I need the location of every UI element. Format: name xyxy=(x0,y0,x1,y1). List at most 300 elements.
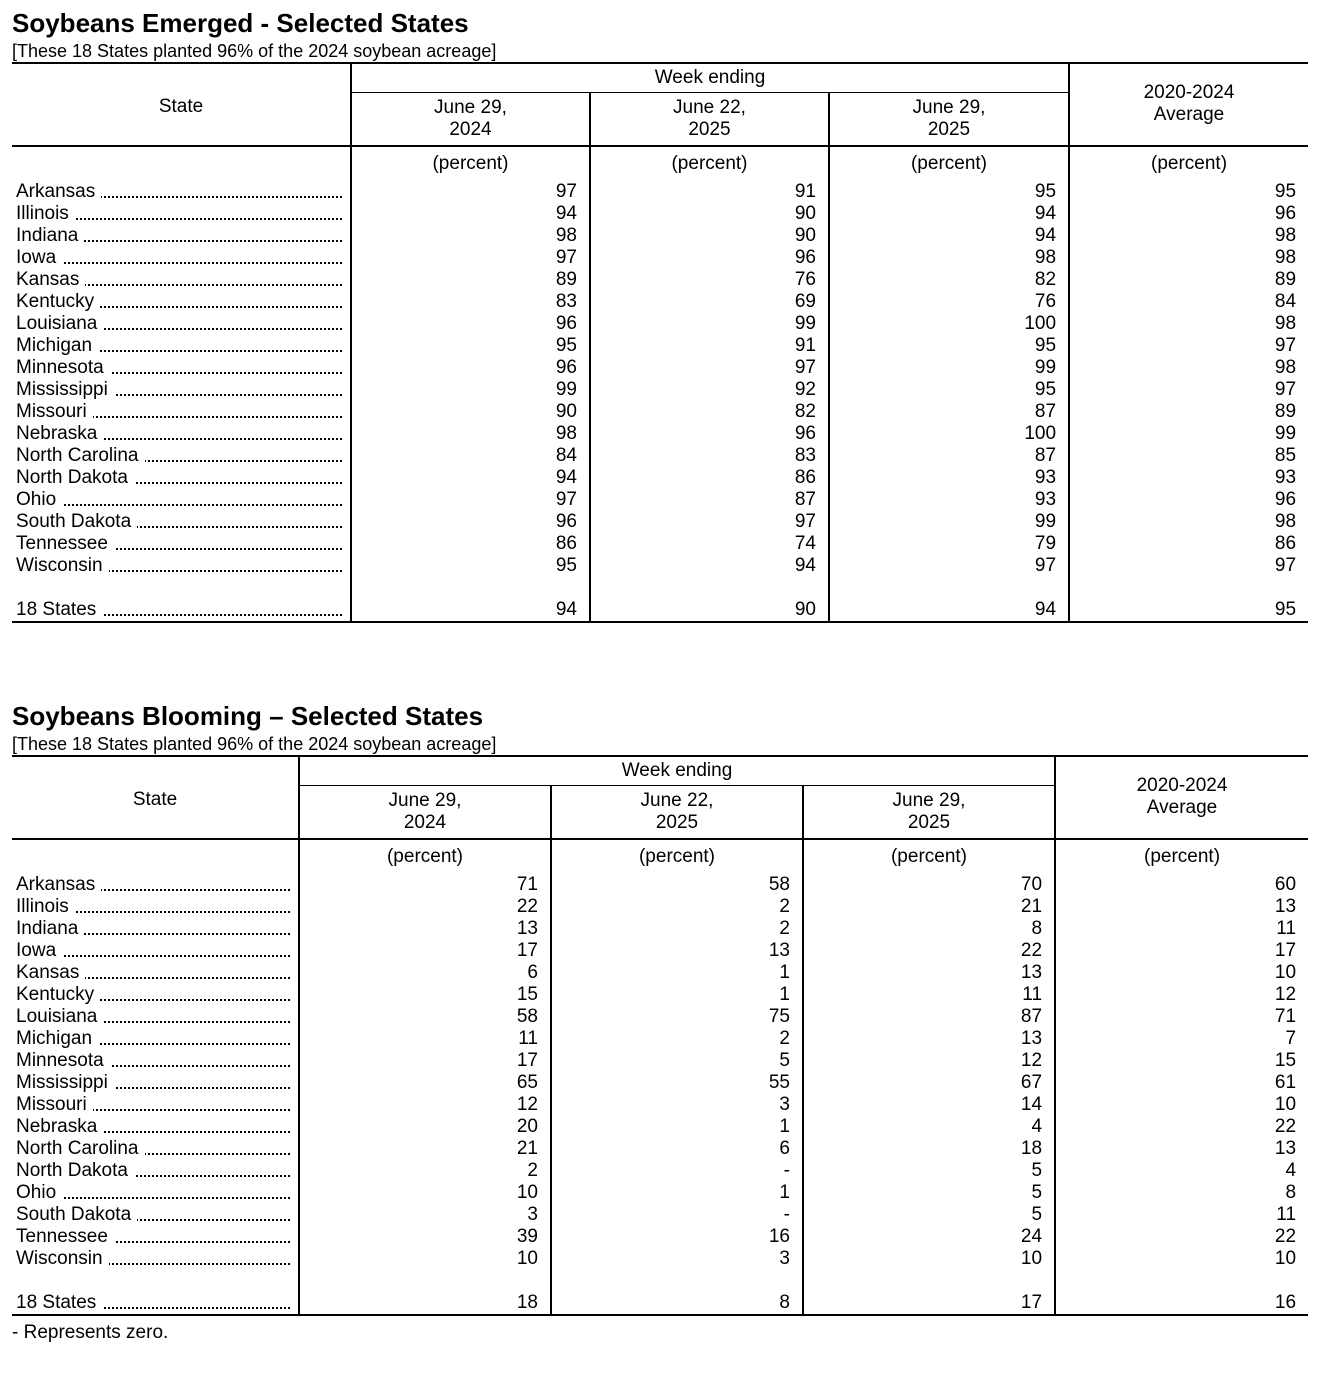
value-cell: 2 xyxy=(551,896,803,918)
value-cell: 22 xyxy=(803,940,1055,962)
value-cell: 91 xyxy=(590,181,829,203)
value-cell: 8 xyxy=(803,918,1055,940)
table-row xyxy=(12,291,1308,313)
emerged-table xyxy=(12,62,1308,623)
value-cell: 87 xyxy=(590,489,829,511)
state-name-cell xyxy=(12,533,351,555)
state-name-cell xyxy=(12,401,351,423)
spacer-row xyxy=(12,1270,1308,1292)
table-row xyxy=(12,984,1308,1006)
value-cell: 96 xyxy=(1069,489,1308,511)
value-cell: 94 xyxy=(351,599,590,622)
value-cell: 12 xyxy=(299,1094,551,1116)
value-cell: 87 xyxy=(803,1006,1055,1028)
state-name: Michigan xyxy=(16,335,98,356)
value-cell: 94 xyxy=(351,203,590,225)
state-name-cell xyxy=(12,1094,299,1116)
date-header-line1: June 22, xyxy=(640,790,714,811)
value-cell: 22 xyxy=(1055,1116,1308,1138)
value-cell: 58 xyxy=(551,874,803,896)
value-cell: 90 xyxy=(590,203,829,225)
value-cell: 95 xyxy=(1069,181,1308,203)
value-cell: 16 xyxy=(1055,1292,1308,1315)
value-cell: 17 xyxy=(299,1050,551,1072)
spacer-cell xyxy=(12,1270,299,1292)
value-cell: 11 xyxy=(1055,1204,1308,1226)
value-cell: 6 xyxy=(299,962,551,984)
date-header-line1: June 29, xyxy=(434,97,507,118)
value-cell: 82 xyxy=(590,401,829,423)
state-name: Indiana xyxy=(16,225,84,246)
table-row xyxy=(12,489,1308,511)
value-cell: 79 xyxy=(829,533,1069,555)
value-cell: 96 xyxy=(590,247,829,269)
value-cell: 98 xyxy=(1069,511,1308,533)
unit-label: (percent) xyxy=(590,146,829,181)
value-cell: 74 xyxy=(590,533,829,555)
value-cell: 1 xyxy=(551,984,803,1006)
table-row xyxy=(12,1050,1308,1072)
state-name-cell xyxy=(12,247,351,269)
value-cell: 24 xyxy=(803,1226,1055,1248)
table-title: Soybeans Emerged - Selected States xyxy=(12,8,469,38)
date-header-line1: June 29, xyxy=(912,97,986,118)
value-cell: 21 xyxy=(299,1138,551,1160)
table-row xyxy=(12,1116,1308,1138)
blooming-table xyxy=(12,755,1308,1316)
value-cell: 21 xyxy=(803,896,1055,918)
date-header-line2: 2025 xyxy=(688,119,731,140)
value-cell: 95 xyxy=(829,379,1069,401)
spacer-row xyxy=(12,577,1308,599)
value-cell: 4 xyxy=(803,1116,1055,1138)
value-cell: 99 xyxy=(1069,423,1308,445)
date-header xyxy=(803,786,1055,840)
value-cell: 6 xyxy=(551,1138,803,1160)
value-cell: 94 xyxy=(829,225,1069,247)
spacer-cell xyxy=(829,577,1069,599)
unit-label: (percent) xyxy=(829,146,1069,181)
value-cell: 97 xyxy=(590,511,829,533)
value-cell: 98 xyxy=(1069,225,1308,247)
state-name: South Dakota xyxy=(16,511,137,532)
week-ending-header: Week ending xyxy=(299,756,1055,786)
date-header-line1: June 29, xyxy=(388,790,462,811)
unit-label: (percent) xyxy=(1055,839,1308,874)
state-name-cell xyxy=(12,599,351,622)
value-cell: 94 xyxy=(351,467,590,489)
value-cell: 95 xyxy=(1069,599,1308,622)
value-cell: 55 xyxy=(551,1072,803,1094)
state-name-cell xyxy=(12,423,351,445)
value-cell: 61 xyxy=(1055,1072,1308,1094)
table-row xyxy=(12,247,1308,269)
value-cell: 22 xyxy=(1055,1226,1308,1248)
unit-label: (percent) xyxy=(1069,146,1308,181)
state-name-cell xyxy=(12,379,351,401)
value-cell: 100 xyxy=(829,313,1069,335)
value-cell: 7 xyxy=(1055,1028,1308,1050)
state-name-cell xyxy=(12,313,351,335)
value-cell: 98 xyxy=(1069,247,1308,269)
value-cell: 11 xyxy=(803,984,1055,1006)
state-name-cell xyxy=(12,962,299,984)
unit-blank xyxy=(12,146,351,181)
table-row xyxy=(12,313,1308,335)
value-cell: 10 xyxy=(299,1182,551,1204)
state-name: Arkansas xyxy=(16,874,101,895)
value-cell: 84 xyxy=(1069,291,1308,313)
table-row xyxy=(12,1248,1308,1270)
date-header-line2: 2024 xyxy=(403,812,447,833)
unit-row xyxy=(12,839,1308,874)
value-cell: 87 xyxy=(829,401,1069,423)
value-cell: 15 xyxy=(299,984,551,1006)
value-cell: 93 xyxy=(829,467,1069,489)
value-cell: 69 xyxy=(590,291,829,313)
value-cell: 89 xyxy=(1069,269,1308,291)
value-cell: 13 xyxy=(551,940,803,962)
value-cell: 65 xyxy=(299,1072,551,1094)
value-cell: 94 xyxy=(829,599,1069,622)
value-cell: 95 xyxy=(829,181,1069,203)
value-cell: 93 xyxy=(829,489,1069,511)
table-subtitle: [These 18 States planted 96% of the 2024 soybean acreage] xyxy=(12,41,497,61)
date-header-line1: June 22, xyxy=(673,97,746,118)
leader-dots xyxy=(16,504,342,506)
value-cell: 2 xyxy=(551,918,803,940)
state-name: North Carolina xyxy=(16,1138,145,1159)
table-row xyxy=(12,445,1308,467)
value-cell: 97 xyxy=(590,357,829,379)
table-row xyxy=(12,269,1308,291)
state-name-cell xyxy=(12,918,299,940)
date-header-line2: 2025 xyxy=(927,119,971,140)
value-cell: 10 xyxy=(299,1248,551,1270)
table-row xyxy=(12,918,1308,940)
state-name: Illinois xyxy=(16,203,75,224)
table-subtitle: [These 18 States planted 96% of the 2024 soybean acreage] xyxy=(12,734,497,754)
state-name: Kentucky xyxy=(16,291,100,312)
spacer-cell xyxy=(12,577,351,599)
value-cell: 98 xyxy=(1069,357,1308,379)
table-row xyxy=(12,1028,1308,1050)
value-cell: 91 xyxy=(590,335,829,357)
value-cell: 86 xyxy=(1069,533,1308,555)
value-cell: 71 xyxy=(1055,1006,1308,1028)
value-cell: 67 xyxy=(803,1072,1055,1094)
table-row xyxy=(12,533,1308,555)
table-row xyxy=(12,203,1308,225)
state-name: Michigan xyxy=(16,1028,98,1049)
value-cell: 96 xyxy=(1069,203,1308,225)
state-name-cell xyxy=(12,1006,299,1028)
value-cell: 1 xyxy=(551,1182,803,1204)
table-row xyxy=(12,467,1308,489)
state-name: Missouri xyxy=(16,1094,93,1115)
value-cell: 96 xyxy=(590,423,829,445)
value-cell: 8 xyxy=(551,1292,803,1315)
state-header: State xyxy=(12,756,299,839)
value-cell: 76 xyxy=(590,269,829,291)
state-name-cell xyxy=(12,555,351,577)
value-cell: 98 xyxy=(351,225,590,247)
state-name-cell xyxy=(12,896,299,918)
state-name-cell xyxy=(12,467,351,489)
state-name: Missouri xyxy=(16,401,93,422)
table-row xyxy=(12,1138,1308,1160)
state-name: Arkansas xyxy=(16,181,101,202)
value-cell: 97 xyxy=(1069,379,1308,401)
value-cell: 12 xyxy=(803,1050,1055,1072)
state-name: Kansas xyxy=(16,962,85,983)
value-cell: 13 xyxy=(1055,1138,1308,1160)
date-header-line2: 2024 xyxy=(449,119,492,140)
value-cell: 3 xyxy=(299,1204,551,1226)
table-row xyxy=(12,225,1308,247)
value-cell: 99 xyxy=(590,313,829,335)
date-header xyxy=(829,93,1069,147)
value-cell: 90 xyxy=(590,599,829,622)
value-cell: 13 xyxy=(299,918,551,940)
value-cell: 13 xyxy=(1055,896,1308,918)
table-title: Soybeans Blooming – Selected States xyxy=(12,701,484,731)
value-cell: 96 xyxy=(351,511,590,533)
value-cell: 10 xyxy=(1055,1248,1308,1270)
value-cell: 96 xyxy=(351,313,590,335)
value-cell: 98 xyxy=(829,247,1069,269)
value-cell: 84 xyxy=(351,445,590,467)
value-cell: 97 xyxy=(351,489,590,511)
value-cell: 87 xyxy=(829,445,1069,467)
table-row xyxy=(12,1182,1308,1204)
state-name-cell xyxy=(12,1182,299,1204)
state-name: Iowa xyxy=(16,247,62,268)
date-header xyxy=(551,786,803,840)
state-name-cell xyxy=(12,940,299,962)
table-row xyxy=(12,555,1308,577)
state-name: Kentucky xyxy=(16,984,100,1005)
value-cell: 94 xyxy=(590,555,829,577)
state-name: Kansas xyxy=(16,269,85,290)
value-cell: 97 xyxy=(351,181,590,203)
spacer-cell xyxy=(1055,1270,1308,1292)
table-row xyxy=(12,1204,1308,1226)
table-row xyxy=(12,874,1308,896)
total-row xyxy=(12,1292,1308,1315)
unit-label: (percent) xyxy=(351,146,590,181)
value-cell: 18 xyxy=(803,1138,1055,1160)
value-cell: 83 xyxy=(590,445,829,467)
state-name-cell xyxy=(12,1292,299,1315)
table-row xyxy=(12,1006,1308,1028)
average-header xyxy=(1055,756,1308,839)
value-cell: 95 xyxy=(829,335,1069,357)
spacer-cell xyxy=(1069,577,1308,599)
value-cell: 22 xyxy=(299,896,551,918)
date-header-line2: 2025 xyxy=(655,812,699,833)
table-row xyxy=(12,1072,1308,1094)
value-cell: 97 xyxy=(351,247,590,269)
leader-dots xyxy=(16,262,342,264)
table-row xyxy=(12,181,1308,203)
value-cell: 70 xyxy=(803,874,1055,896)
value-cell: 99 xyxy=(351,379,590,401)
value-cell: 17 xyxy=(299,940,551,962)
value-cell: 4 xyxy=(1055,1160,1308,1182)
state-name: Minnesota xyxy=(16,357,110,378)
state-name-cell xyxy=(12,984,299,1006)
unit-label: (percent) xyxy=(299,839,551,874)
value-cell: 60 xyxy=(1055,874,1308,896)
value-cell: 97 xyxy=(1069,555,1308,577)
total-row xyxy=(12,599,1308,622)
value-cell: 94 xyxy=(829,203,1069,225)
spacer-cell xyxy=(351,577,590,599)
state-name: 18 States xyxy=(16,1292,102,1313)
footnote: - Represents zero. xyxy=(12,1322,169,1343)
blooming-section xyxy=(12,701,1308,1344)
value-cell: 96 xyxy=(351,357,590,379)
value-cell: 5 xyxy=(803,1160,1055,1182)
state-name-cell xyxy=(12,1028,299,1050)
table-row xyxy=(12,511,1308,533)
state-name-cell xyxy=(12,1116,299,1138)
date-header-line1: June 29, xyxy=(892,790,966,811)
value-cell: 18 xyxy=(299,1292,551,1315)
value-cell: 85 xyxy=(1069,445,1308,467)
value-cell: 99 xyxy=(829,357,1069,379)
date-header-line2: 2025 xyxy=(907,812,951,833)
value-cell: 89 xyxy=(1069,401,1308,423)
value-cell: 20 xyxy=(299,1116,551,1138)
table-row xyxy=(12,379,1308,401)
spacer-cell xyxy=(590,577,829,599)
value-cell: 99 xyxy=(829,511,1069,533)
value-cell: 83 xyxy=(351,291,590,313)
state-name-cell xyxy=(12,1138,299,1160)
table-row xyxy=(12,962,1308,984)
state-name: Mississippi xyxy=(16,1072,114,1093)
state-name-cell xyxy=(12,1248,299,1270)
unit-label: (percent) xyxy=(803,839,1055,874)
state-name: Iowa xyxy=(16,940,62,961)
value-cell: 92 xyxy=(590,379,829,401)
state-name: Louisiana xyxy=(16,313,103,334)
value-cell: 17 xyxy=(1055,940,1308,962)
average-header xyxy=(1069,63,1308,146)
state-name: North Dakota xyxy=(16,1160,134,1181)
value-cell: 13 xyxy=(803,962,1055,984)
table-row xyxy=(12,401,1308,423)
state-name-cell xyxy=(12,291,351,313)
value-cell: 15 xyxy=(1055,1050,1308,1072)
state-name: South Dakota xyxy=(16,1204,137,1225)
value-cell: 90 xyxy=(590,225,829,247)
unit-label: (percent) xyxy=(551,839,803,874)
state-name: Minnesota xyxy=(16,1050,110,1071)
value-cell: 98 xyxy=(1069,313,1308,335)
state-name-cell xyxy=(12,203,351,225)
table-row xyxy=(12,896,1308,918)
unit-blank xyxy=(12,839,299,874)
emerged-section xyxy=(12,8,1308,623)
value-cell: 5 xyxy=(803,1182,1055,1204)
state-name-cell xyxy=(12,489,351,511)
state-name-cell xyxy=(12,225,351,247)
state-name: Ohio xyxy=(16,1182,62,1203)
value-cell: 10 xyxy=(1055,962,1308,984)
value-cell: 95 xyxy=(351,555,590,577)
state-name: Mississippi xyxy=(16,379,114,400)
state-name: North Carolina xyxy=(16,445,145,466)
date-header xyxy=(299,786,551,840)
value-cell: 5 xyxy=(551,1050,803,1072)
value-cell: 13 xyxy=(803,1028,1055,1050)
state-name: Tennessee xyxy=(16,533,114,554)
value-cell: 8 xyxy=(1055,1182,1308,1204)
state-name: 18 States xyxy=(16,599,102,620)
date-header xyxy=(351,93,590,147)
value-cell: 12 xyxy=(1055,984,1308,1006)
value-cell: 17 xyxy=(803,1292,1055,1315)
date-header xyxy=(590,93,829,147)
state-name-cell xyxy=(12,1160,299,1182)
value-cell: 1 xyxy=(551,1116,803,1138)
value-cell: 89 xyxy=(351,269,590,291)
table-row xyxy=(12,1094,1308,1116)
unit-row xyxy=(12,146,1308,181)
average-header-line1: 2020-2024 xyxy=(1143,82,1235,103)
value-cell: 71 xyxy=(299,874,551,896)
value-cell: 93 xyxy=(1069,467,1308,489)
value-cell: 1 xyxy=(551,962,803,984)
value-cell: 82 xyxy=(829,269,1069,291)
value-cell: - xyxy=(551,1204,803,1226)
spacer-cell xyxy=(551,1270,803,1292)
state-name: Illinois xyxy=(16,896,75,917)
value-cell: 90 xyxy=(351,401,590,423)
state-name-cell xyxy=(12,181,351,203)
value-cell: 100 xyxy=(829,423,1069,445)
state-header: State xyxy=(12,63,351,146)
value-cell: 58 xyxy=(299,1006,551,1028)
header-row xyxy=(12,756,1308,786)
state-name: North Dakota xyxy=(16,467,134,488)
average-header-line1: 2020-2024 xyxy=(1136,775,1228,796)
value-cell: 3 xyxy=(551,1094,803,1116)
state-name-cell xyxy=(12,874,299,896)
value-cell: 75 xyxy=(551,1006,803,1028)
state-name-cell xyxy=(12,1072,299,1094)
spacer-cell xyxy=(803,1270,1055,1292)
header-row xyxy=(12,63,1308,93)
state-name-cell xyxy=(12,445,351,467)
state-name: Ohio xyxy=(16,489,62,510)
table-row xyxy=(12,940,1308,962)
table-row xyxy=(12,357,1308,379)
state-name: Nebraska xyxy=(16,423,103,444)
state-name: Wisconsin xyxy=(16,1248,109,1269)
value-cell: 16 xyxy=(551,1226,803,1248)
table-row xyxy=(12,1226,1308,1248)
value-cell: 76 xyxy=(829,291,1069,313)
value-cell: 95 xyxy=(351,335,590,357)
state-name: Tennessee xyxy=(16,1226,114,1247)
value-cell: 14 xyxy=(803,1094,1055,1116)
week-ending-header: Week ending xyxy=(351,63,1069,93)
state-name: Louisiana xyxy=(16,1006,103,1027)
